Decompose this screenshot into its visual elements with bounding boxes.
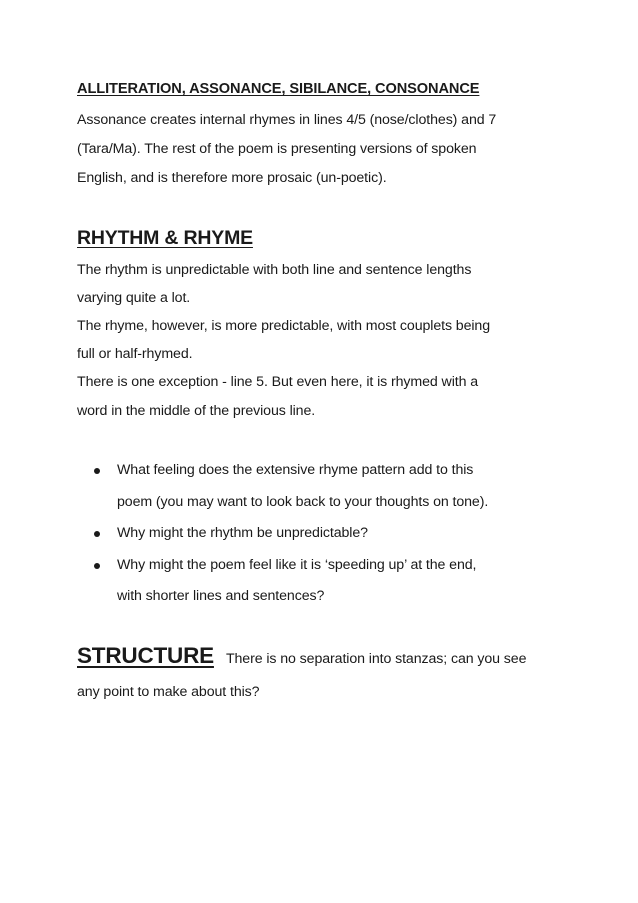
list-item-text: poem (you may want to look back to your thoughts on tone). bbox=[117, 493, 489, 510]
list-item bbox=[77, 518, 567, 550]
paragraph-line: The rhythm is unpredictable with both line and sentence lengths bbox=[77, 262, 472, 278]
heading-rhythm-rhyme: RHYTHM & RHYME bbox=[77, 227, 253, 249]
list-item-text: Why might the rhythm be unpredictable? bbox=[117, 525, 368, 541]
heading-alliteration: ALLITERATION, ASSONANCE, SIBILANCE, CONSONANCE bbox=[77, 81, 480, 97]
list-item-text: with shorter lines and sentences? bbox=[117, 588, 325, 604]
bullet-icon bbox=[94, 531, 100, 537]
bullet-icon bbox=[94, 563, 100, 569]
paragraph-line: word in the middle of the previous line. bbox=[77, 403, 316, 419]
paragraph-line: The rhyme, however, is more predictable, with most couplets being bbox=[77, 318, 491, 334]
paragraph-line: There is one exception - line 5. But even here, it is rhymed with a bbox=[77, 374, 479, 390]
paragraph-line: full or half-rhymed. bbox=[77, 346, 193, 362]
question-list bbox=[77, 455, 567, 613]
bullet-icon bbox=[94, 468, 100, 474]
list-item-text: What feeling does the extensive rhyme pattern add to this bbox=[117, 462, 474, 478]
paragraph-line: Assonance creates internal rhymes in lines 4/5 (nose/clothes) and 7 bbox=[77, 112, 497, 128]
heading-structure: STRUCTURE bbox=[77, 642, 214, 668]
structure-text-inline: There is no separation into stanzas; can you see bbox=[225, 650, 527, 667]
paragraph-line: English, and is therefore more prosaic (un-poetic). bbox=[77, 170, 387, 186]
structure-text-continued: any point to make about this? bbox=[77, 683, 260, 700]
paragraph-line: varying quite a lot. bbox=[77, 290, 191, 306]
list-item bbox=[77, 455, 567, 518]
document-content bbox=[77, 79, 567, 707]
list-item bbox=[77, 550, 567, 613]
structure-row bbox=[77, 643, 567, 674]
list-item-text: Why might the poem feel like it is ‘speeding up’ at the end, bbox=[117, 556, 477, 573]
paragraph-line: (Tara/Ma). The rest of the poem is presenting versions of spoken bbox=[77, 141, 477, 157]
